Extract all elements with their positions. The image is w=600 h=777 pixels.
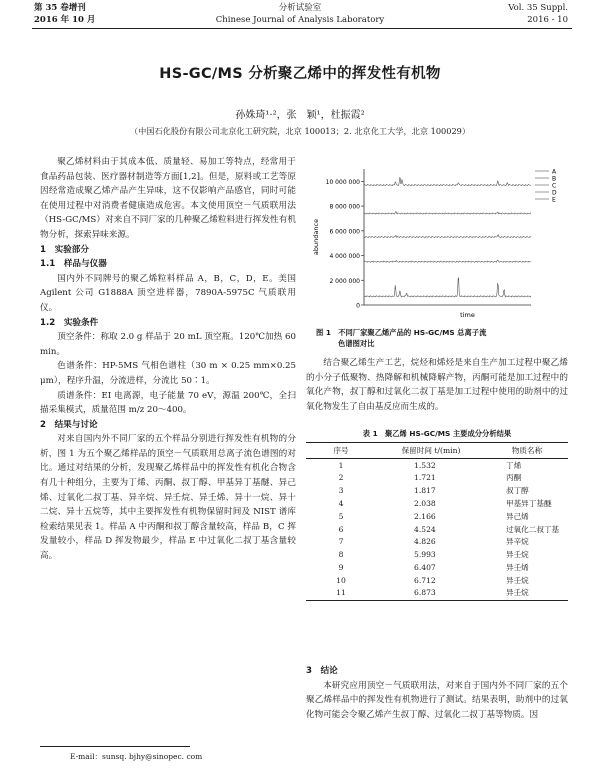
figure-caption-line2: 色谱图对比: [338, 339, 375, 348]
right-column-discussion: [306, 356, 568, 414]
cell-compound: 异辛烷: [506, 537, 529, 547]
volume-label: 第 35 卷增刊: [34, 3, 86, 13]
cell-retention-time: 4.524: [414, 524, 436, 534]
cell-retention-time: 1.817: [414, 486, 436, 496]
x-axis-label: time: [460, 311, 475, 319]
volume-en: Vol. 35 Suppl.: [508, 3, 568, 13]
legend-entry: A: [552, 168, 557, 176]
legend-entry: B: [552, 175, 557, 183]
section-3-heading: 3 结论: [306, 666, 338, 676]
cell-retention-time: 2.038: [414, 498, 436, 508]
series-e-line: [364, 278, 531, 297]
cell-compound: 甲基异丁基醚: [506, 498, 552, 508]
table-row: [306, 561, 568, 574]
y-tick-label: 10 000 000: [325, 178, 360, 186]
cell-retention-time: 6.407: [414, 562, 436, 572]
table-row: [306, 574, 568, 587]
section-1-heading: 1 实验部分: [40, 244, 89, 255]
table-caption: 表 1 聚乙烯 HS-GC/MS 主要成分分析结果: [362, 429, 512, 438]
y-tick-label: 0: [356, 302, 360, 310]
figure-1: [306, 155, 568, 325]
issue-date-en: 2016 - 10: [527, 15, 568, 25]
table-row: [306, 510, 568, 523]
series-c-line: [364, 235, 531, 238]
cell-compound: 叔丁醇: [506, 486, 529, 496]
table-row: [306, 459, 568, 472]
cell-index: 6: [338, 524, 344, 534]
table-row: [306, 472, 568, 485]
figure-caption-line1: 图 1 不同厂家聚乙烯产品的 HS-GC/MS 总离子流: [316, 328, 487, 337]
col-header-index: 序号: [306, 443, 376, 459]
table-row: [306, 548, 568, 561]
table-row: [306, 523, 568, 536]
table-row: [306, 497, 568, 510]
gc-conditions: 色谱条件：HP-5MS 气相色谱柱（30 m × 0.25 mm×0.25 μm），程序升温，分流进样，分流比 50∶1。: [40, 361, 296, 386]
col-header-retention-time: 保留时间 t/(min): [376, 443, 486, 459]
cell-compound: 丙酮: [506, 473, 522, 483]
y-tick-label: 6 000 000: [329, 228, 360, 236]
y-tick-label: 2 000 000: [329, 277, 360, 285]
left-column: [40, 155, 296, 564]
cell-retention-time: 5.993: [414, 550, 436, 560]
cell-retention-time: 1.532: [414, 460, 436, 470]
cell-compound: 异壬烷: [486, 587, 568, 600]
cell-index: 5: [338, 511, 344, 521]
legend-entry: D: [552, 189, 557, 197]
section-2-text: 对来自国内外不同厂家的五个样品分别进行挥发性有机物的分析，图 1 为五个聚乙烯样品的顶空－气质联用总离子流色谱图的对比。通过对结果的分析，发现聚乙烯样品中的挥发性有机化合物含有几十种组分，主要为丁烯、丙酮、叔丁醇、甲基异丁基醚、异己烯、过氧化二叔丁基、异辛烷、异壬烷、异壬烯、异十一烷、异十二烷、异十五烷等，其中主要挥发性有机物保留时间及 NIST 谱库检索结果见表 1。样品 A 中丙酮和叔丁醇含量较高，样品 B，C 挥发量较小，样品 D 挥发物最少，样品 E 中过氧化二叔丁基含量较高。: [40, 434, 296, 562]
author-email: E-mail：sunsq. bjhy@sinopec. com: [70, 752, 203, 761]
y-tick-label: 4 000 000: [329, 253, 360, 261]
cell-index: 7: [338, 537, 344, 547]
figure-caption: [316, 327, 566, 349]
cell-index: 3: [338, 486, 344, 496]
footnote-rule: [40, 746, 190, 747]
page-title: HS-GC/MS 分析聚乙烯中的挥发性有机物: [159, 66, 441, 82]
section-1-2-heading: 1.2 实验条件: [40, 317, 99, 328]
conclusion: [306, 664, 568, 722]
y-axis-label: abundance: [312, 218, 320, 256]
affiliation: （中国石化股份有限公司北京化工研究院，北京 100013；2. 北京化工大学，北京 100029）: [129, 126, 471, 136]
section-1-1-heading: 1.1 样品与仪器: [40, 259, 107, 270]
cell-compound: 异壬烷: [506, 575, 529, 585]
cell-compound: 异壬烷: [506, 550, 529, 560]
cell-retention-time: 1.721: [414, 473, 436, 483]
cell-retention-time: 6.873: [376, 587, 486, 600]
cell-index: 4: [338, 498, 344, 508]
headspace-conditions: 顶空条件：称取 2.0 g 样品于 20 mL 顶空瓶。120℃加热 60 min。: [40, 332, 296, 357]
table-row: [306, 587, 568, 600]
discussion-paragraph: 结合聚乙烯生产工艺，烷烃和烯烃是来自生产加工过程中聚乙烯的小分子低聚物、热降解和机械降解产物，丙酮可能是加工过程中的氧化产物，叔丁醇和过氧化二叔丁基是加工过程中使用的助剂中的过氧化物发生了自由基反应而生成的。: [306, 358, 568, 412]
table-header-row: [306, 443, 568, 459]
series-a-line: [364, 178, 531, 186]
table-row: [306, 536, 568, 549]
cell-index: 2: [338, 473, 344, 483]
table-1: [306, 442, 568, 601]
ms-conditions: 质谱条件：EI 电离源，电子能量 70 eV，源温 200℃，全扫描采集模式，质量范围 m/z 20～400。: [40, 390, 296, 416]
tic-chart: [306, 155, 568, 325]
section-2-heading: 2 结果与讨论: [40, 419, 98, 430]
col-header-compound: 物质名称: [486, 443, 568, 459]
authors: 孙姝琦¹·²，张 颖¹，杜振霞²: [235, 110, 365, 121]
issue-date: 2016 年 10 月: [34, 15, 96, 25]
y-tick-label: 8 000 000: [329, 203, 360, 211]
cell-retention-time: 2.166: [414, 511, 436, 521]
legend-entry: C: [552, 182, 557, 190]
intro-paragraph: 聚乙烯材料由于其成本低、质量轻、易加工等特点，经常用于食品药品包装、医疗器材制造等方面[1,2]。但是，原料或工艺等原因经常造成聚乙烯产品产生异味，这不仅影响产品感官，同时可能在使用过程中对消费者健康造成危害。本文使用顶空－气质联用法（HS-GC/MS）对来自不同厂家的几种聚乙烯粒料进行挥发性有机物分析，探索异味来源。: [40, 157, 296, 240]
cell-index: 8: [338, 550, 344, 560]
cell-compound: 异己烯: [506, 511, 529, 521]
header-rule: [32, 28, 572, 29]
cell-index: 9: [338, 562, 344, 572]
cell-compound: 过氧化二叔丁基: [506, 524, 560, 534]
table-row: [306, 485, 568, 498]
cell-index: 1: [338, 460, 344, 470]
legend-entry: E: [552, 196, 556, 204]
cell-retention-time: 6.712: [414, 575, 436, 585]
cell-index: 10: [336, 575, 346, 585]
section-1-1-text: 国内外不同牌号的聚乙烯粒料样品 A，B，C，D，E。美国 Agilent 公司 G1888A 顶空进样器，7890A-5975C 气质联用仪。: [40, 273, 296, 313]
journal-name-en: Chinese Journal of Analysis Laboratory: [215, 15, 385, 25]
cell-compound: 丁烯: [506, 460, 522, 470]
cell-retention-time: 4.826: [414, 537, 436, 547]
cell-compound: 异壬烯: [506, 562, 529, 572]
conclusion-text: 本研究应用顶空－气质联用法，对来自于国内外不同厂家的五个聚乙烯样品中的挥发性有机物进行了测试。结果表明，助剂中的过氧化物可能会令聚乙烯产生叔丁醇、过氧化二叔丁基等物质。因: [306, 680, 568, 720]
cell-index: 11: [306, 587, 376, 600]
journal-name-cn: 分析试验室: [278, 3, 322, 13]
series-b-line: [364, 212, 531, 215]
series-d-line: [364, 260, 531, 262]
